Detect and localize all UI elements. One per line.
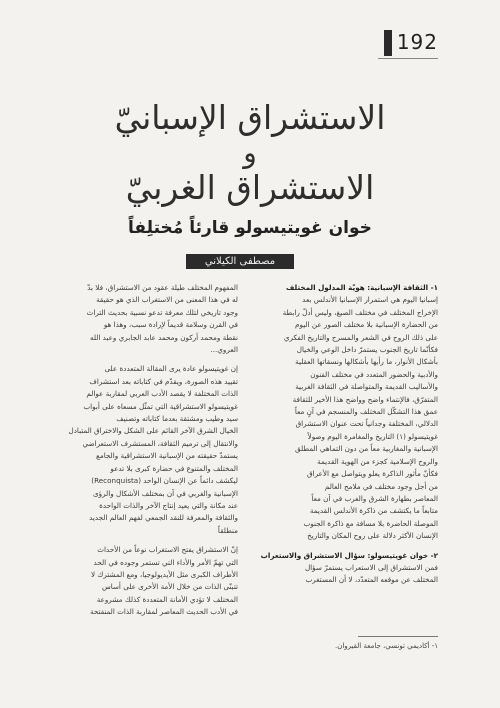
text-line: والروح الإسلامية كجزء من الهوية القديمة [317, 456, 438, 466]
text-line: الدلالي، المختلفة وجدانياً تحت عنوان الاستشراق [295, 419, 438, 429]
text-line: والأساليب القديمة والمتواصلة في الثقافة الغربية [295, 382, 438, 392]
text-line: وجود تاريخي لتلك معرفة تدعو نسبية بحديث التراث [86, 307, 238, 317]
text-line: المعاصر بطهارة الشرق والغرب في آن معاً [311, 493, 438, 503]
text-line: على ذلك الروح في الشعر والمسرح والتاريخ الفكري [283, 332, 438, 342]
text-line: الذات المختلفة لا يقصد الأدب العربي لمقاربة عوالم [86, 389, 238, 399]
text-line: المختلف عن موقعه المتعدّد، لا أن المستغرب [305, 575, 438, 585]
text-line: في الأدب الحديث المعاصر لمقاربة الذات المنفتحة [90, 607, 238, 617]
text-line: الأطراف الكبرى مثل الأيديولوجيا، ومع المشترك لا [91, 569, 238, 579]
header-rule [378, 58, 438, 59]
section-tag-bar [384, 30, 392, 56]
page-number: 192 [396, 30, 438, 54]
text-line: المختلف لا تؤدي الأمانة المتعددة كذلك مشروعة [96, 594, 238, 604]
text-line: إسبانيا اليوم هي استمرار الإسبانيا الأندلس بعد [302, 295, 438, 305]
section-heading: ١- الثقافة الإسبانية: هويّة المدلول المختلف [285, 283, 438, 292]
text-line: نقطة ومحمد أركون ومحمد عابد الجابري وعبد الله [89, 332, 238, 342]
text-line: التي تهمّ الأمر والأداء التي تستمر وجوده في الحد [93, 557, 238, 567]
text-line: متابعاً ما يكتشف من ذاكرة الأندلس القديمة [309, 506, 438, 516]
text-line: إنّ الاستشراق يفتح الاستغراب نوعاً من الأحداث [97, 545, 238, 555]
text-line: الإسبانية والغربي في آن بمختلف الأشكال والرؤى [93, 488, 238, 498]
paragraph-gap [260, 543, 438, 550]
text-line: بأشكال الأنوار، ما رأيها بأشكالها ونسقاتها العقلية [295, 357, 438, 367]
paragraph-gap [62, 537, 238, 544]
text-line: الإخراج المختلف في مختلف الصيغ، وليس أدلّ رابطة [282, 307, 438, 317]
text-line: المفهوم المختلف طيلة عقود من الاستشراق، فلا بدّ [87, 283, 238, 292]
article-title [60, 96, 440, 210]
text-line: عمق هذا التشكّل المختلف والمنسجم في آنٍ معاً [294, 407, 438, 417]
text-line: الإنسان الأكثر دلالة على روح المكان والتاريخ [307, 531, 438, 541]
footnote: ١- أكاديمي تونسي، جامعة القيروان. [334, 642, 438, 650]
text-line: تقييد هذه الصورة، ويقدّم في كتاباته بعد استشراف [89, 376, 238, 386]
section-heading: ٢- خوان غويتيسولو: سؤال الاستشراق والاستعراب [260, 550, 438, 560]
title-line-1: الاستشراق الإسبانيّ [114, 98, 386, 137]
text-line: من الحضارة الإسبانية بلا مختلف الصور عن اليوم [295, 320, 438, 330]
text-line: غويتيسولو الاستشراقية التي تمثّل مسعاه على أبواب [83, 401, 238, 411]
text-line: الموصلة الحاضرة بلا مسافة مع ذاكرة الجنوب [303, 518, 438, 528]
text-line: إن غويتيسولو عادة يرى المقالة المتعددة على [104, 364, 238, 374]
text-line: المتفرّق، فالإنتماء واضح وواضح هذا الأخير للثقافة [292, 394, 438, 404]
text-line: في القرن وسلامة قديماً لإرادة سبب، وهذا هو [103, 320, 238, 330]
footnote-rule [358, 636, 438, 637]
text-line: له في هذا المعنى من الاستغراب الذي هو حقيقة [96, 295, 238, 305]
text-line: الإسبانية والمغاربية معاً من دون التماهي المطلق [294, 444, 438, 454]
text-line: يستمدّ حقيقته من الإسبانية الاستشراقية والجامع [96, 451, 238, 461]
text-line: والثقافة والمعرفة للنقد الجمعي لفهم العالم الجديد [89, 513, 238, 523]
text-line: ليكشف دائماً عن الإنسان الواحد (Reconquista) [91, 476, 238, 486]
text-line: العروي... [210, 345, 238, 355]
text-line: سيد وطيب ومشتقة بعدما كتاباته وتصنيف [116, 414, 238, 424]
right-text-column [260, 282, 438, 587]
text-line: عند مكانة والتي يعيد إنتاج الآخر والذات الواحدة [99, 500, 238, 510]
text-line: غويتيسولو (١) التاريخ والمغامرة اليوم وصولاً [307, 431, 438, 441]
title-conjunction: و [243, 136, 257, 169]
text-line: منطلقاً [217, 525, 238, 535]
text-line: من أجل وجود مختلف في ملامح العالم [324, 481, 438, 491]
left-text-column [62, 282, 238, 619]
text-line: المختلف والمتنوع في حضارة كبرى بلا تدعو [110, 463, 238, 473]
text-line: والانتقال إلى ترميم الثقافة، المستشرف الاستعراضي [82, 438, 238, 448]
text-line: والأدبية والحضور المتعدد في مختلف الفنون [310, 369, 438, 379]
article-subtitle: خوان غويتيسولو قارئاً مُختلِفاً [128, 218, 372, 238]
author-name: مصطفى الكيلاني [186, 254, 294, 269]
text-line: تتبنّى الذات من خلال الأمة الأخرى على أساس [101, 582, 238, 592]
text-line: فكأنّما تاريخ الجنوب يستمرّ داخل الوعي والخيال [296, 345, 438, 355]
paragraph-gap [62, 356, 238, 363]
text-line: الخيال الشرق الآخر القائم على الشكل والاختراق المتبادل [68, 426, 238, 436]
text-line: فكأنّ مأثور الذاكرة يعلو ويتواصل مع الأعراق [307, 469, 438, 479]
title-line-2: الاستشراق الغربيّ [125, 168, 375, 207]
text-line: فمن الاستشراق إلى الاستعراب يستمرّ سؤال [304, 562, 438, 572]
